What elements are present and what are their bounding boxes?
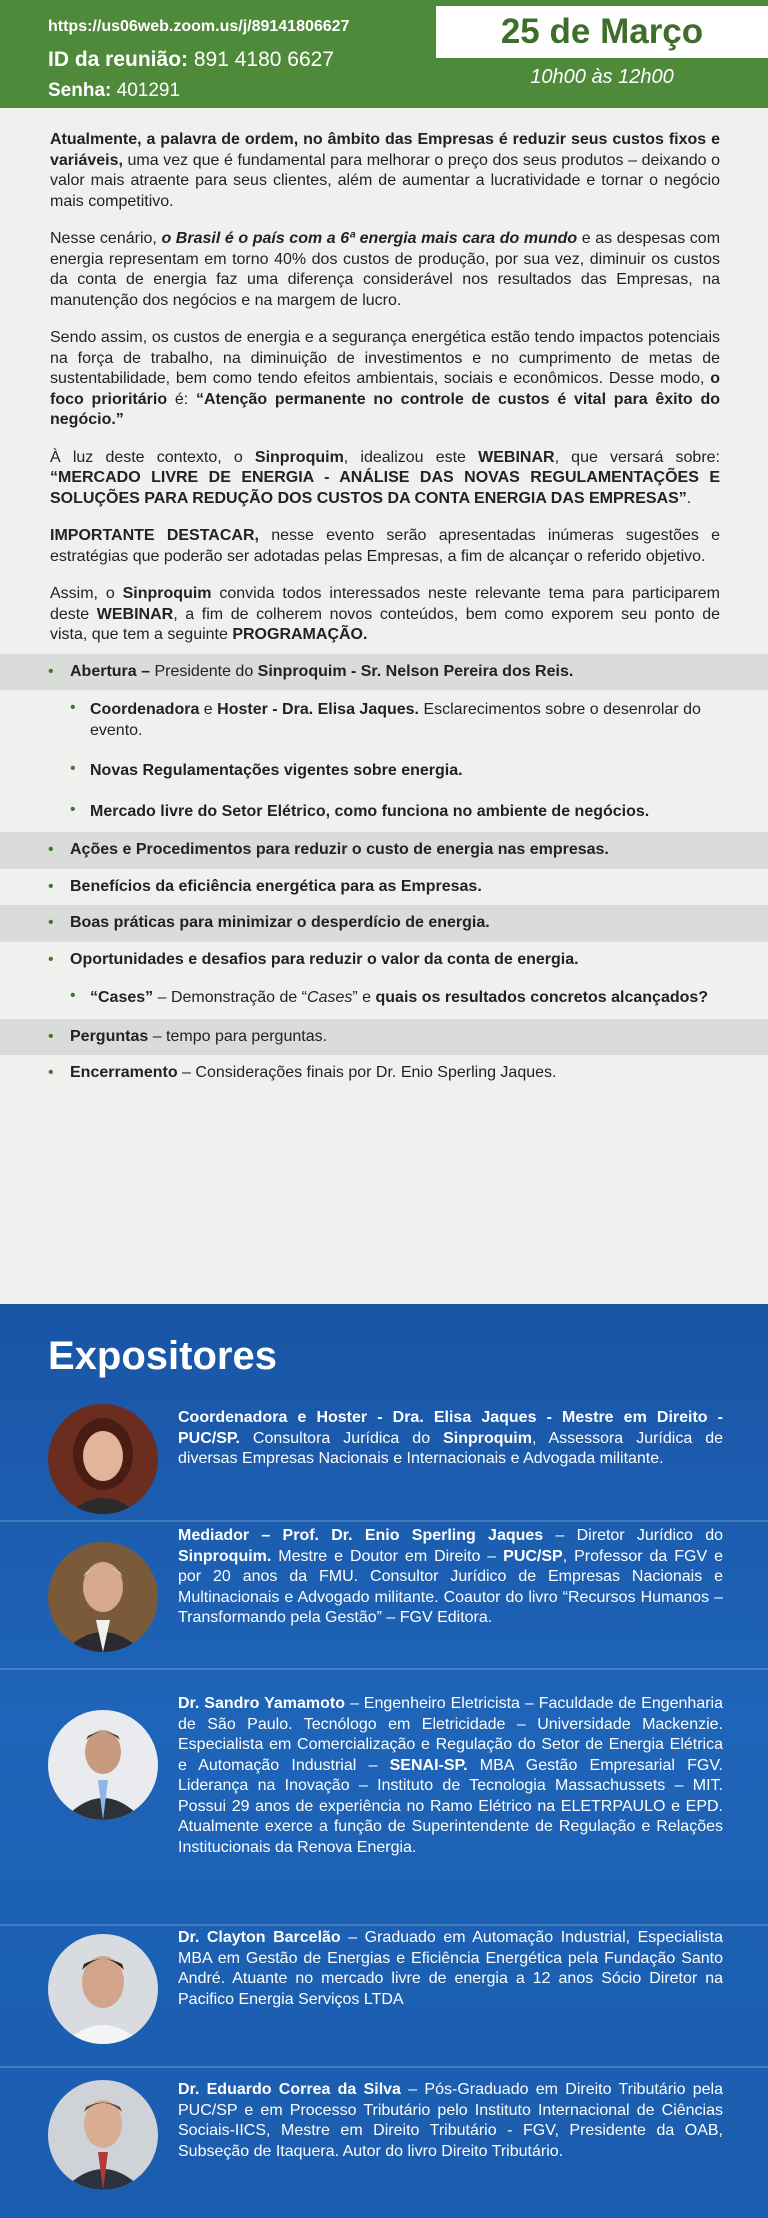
program-item-text: ” e — [352, 989, 376, 1006]
speaker-bio-elisa — [178, 1408, 723, 1470]
program-item-perguntas — [0, 1019, 768, 1056]
program-item-text: Esclarecimentos sobre o desenrolar do evento. — [90, 701, 701, 739]
program-item-abertura — [0, 654, 768, 691]
program-item-label: Mercado livre do Setor Elétrico, como funciona no ambiente de negócios. — [90, 802, 650, 820]
intro-paragraph-5 — [50, 526, 720, 567]
intro-p3-bold2: “Atenção permanente no controle de custos é vital para êxito do negócio.” — [50, 390, 721, 428]
intro-p4-b: , idealizou este — [343, 448, 479, 466]
intro-p5-bold: IMPORTANTE DESTACAR, — [50, 527, 259, 544]
bullet-icon: • — [48, 841, 54, 858]
speaker-text: – Graduado em Automação Industrial, Especialista MBA em Gestão de Energias e Eficiência Energética pela Fundação Santo André. Atuante no mercado livre de energia a 12 anos Sócio Diretor na Pacifico Energia Serviços LTDA — [178, 1929, 723, 2008]
event-header — [0, 0, 768, 108]
event-time: 10h00 às 12h00 — [530, 66, 674, 88]
intro-p6-b: convida todos interessados neste relevante tema para participarem deste — [50, 585, 720, 623]
intro-p6-bold2: WEBINAR — [96, 605, 174, 623]
speaker-text: – Diretor Jurídico do — [543, 1527, 723, 1544]
intro-p4-a: À luz deste contexto, o — [50, 448, 255, 466]
intro-p5-text: nesse evento serão apresentadas inúmeras sugestões e estratégias que poderão ser adotadas pelas Empresas, a fim de alcançar o referido objetivo. — [50, 527, 720, 565]
intro-p2-text: e as despesas com energia representam em torno 40% dos custos de produção, por sua vez, diminuir os custos da conta de energia faz uma diferença considerável nos resultados das Empresas, na manutenção dos negócios e na margem de lucro. — [50, 230, 721, 309]
speaker-text: , Professor da FGV e por 20 anos da FMU. Consultor Jurídico de Empresas Nacionais e Multinacionais e Advogado militante. Coautor do livro “Recursos Humanos – Transformando pela Gestão” – FGV Editora. — [178, 1547, 724, 1626]
program-item-label: Encerramento — [70, 1064, 178, 1081]
speaker-bold: SENAI-SP. — [389, 1756, 468, 1774]
speaker-bio-enio — [178, 1526, 723, 1629]
speaker-photo-sandro — [48, 1710, 158, 1820]
speaker-photo-clayton — [48, 1934, 158, 2044]
speaker-text: – Pós-Graduado em Direito Tributário pela PUC/SP e em Processo Tributário pelo Instituto Internacional de Ciências Sociais-IICS, Mestre em Direito Tributário - FGV, Presidente da OAB, Subseção de Itaquera. Autor do livro Direito Tributário. — [178, 2081, 724, 2160]
password-value: 401291 — [116, 80, 181, 101]
speakers-title: Expositores — [48, 1334, 277, 1378]
bullet-icon: • — [70, 800, 76, 818]
intro-paragraph-1 — [50, 130, 720, 212]
program-item-bold: Sinproquim - Sr. Nelson Pereira dos Reis. — [257, 662, 574, 680]
speaker-text: Consultora Jurídica do — [239, 1429, 444, 1447]
program-item-label: Oportunidades e desafios para reduzir o valor da conta de energia. — [70, 950, 579, 968]
speaker-divider — [0, 1668, 768, 1670]
intro-paragraph-4 — [50, 448, 720, 510]
intro-p4-d: . — [686, 489, 692, 507]
program-list — [0, 654, 768, 1092]
intro-p6-c: , a fim de colherem novos conteúdos, bem como exporem seu ponto de vista, que tem a seguinte — [50, 605, 720, 643]
speaker-text: MBA Gestão Empresarial FGV. Liderança na Inovação – Instituto de Tecnologia Massachussets – MIT. Possui 29 anos de experiência no Ramo Elétrico na ELETRPAULO e EPD. Atualmente exerce a função de Superintendente de Regulação e Relações Institucionais da Renova Energia. — [178, 1756, 723, 1856]
program-subitem-cases — [0, 978, 768, 1019]
password-label: Senha: — [48, 80, 112, 101]
program-item-boas-praticas — [0, 905, 768, 942]
password-line — [48, 80, 180, 102]
intro-p2-bold: o Brasil é o país com a 6ª energia mais cara do mundo — [161, 230, 578, 247]
bullet-icon: • — [48, 877, 54, 895]
speaker-photo-elisa — [48, 1404, 158, 1514]
bullet-icon: • — [48, 1064, 54, 1081]
intro-p4-bold3: “MERCADO LIVRE DE ENERGIA - ANÁLISE DAS NOVAS REGULAMENTAÇÕES E SOLUÇÕES PARA REDUÇÃO DOS CUSTOS DA CONTA ENERGIA DAS EMPRESAS” — [50, 469, 720, 507]
speaker-bio-sandro — [178, 1694, 723, 1858]
intro-p1-bold: Atualmente, a palavra de ordem, no âmbito das Empresas é reduzir seus custos fixos e variáveis, — [50, 131, 720, 169]
speaker-name: Dr. Eduardo Correa da Silva — [178, 2081, 401, 2098]
speaker-name: Dr. Clayton Barcelão — [178, 1929, 341, 1946]
program-item-label: Abertura – — [70, 662, 151, 680]
program-item-italic: Cases — [307, 989, 353, 1006]
program-item-bold: Hoster - Dra. Elisa Jaques. — [217, 701, 419, 718]
speaker-name: Mediador – Prof. Dr. Enio Sperling Jaques — [178, 1527, 544, 1544]
meeting-id-label: ID da reunião: — [48, 48, 189, 71]
program-item-label: Coordenadora — [90, 701, 200, 718]
bullet-icon: • — [48, 950, 54, 968]
program-item-text: – tempo para perguntas. — [148, 1027, 328, 1045]
intro-p6-bold1: Sinproquim — [122, 585, 212, 602]
bullet-icon: • — [70, 699, 76, 716]
speaker-divider — [0, 1924, 768, 1926]
speaker-bio-clayton — [178, 1928, 723, 2010]
speaker-text: , Assessora Jurídica de diversas Empresas Nacionais e Internacionais e Advogada militante. — [178, 1429, 723, 1467]
program-item-label: Perguntas — [70, 1027, 149, 1045]
intro-p6-a: Assim, o — [50, 585, 123, 602]
program-item-text: – Demonstração de “ — [153, 989, 308, 1006]
intro-p6-bold3: PROGRAMAÇÃO. — [232, 626, 368, 643]
intro-p2-a: Nesse cenário, — [50, 230, 162, 247]
bullet-icon: • — [48, 914, 54, 931]
program-item-text: e — [199, 701, 218, 718]
speaker-name: Coordenadora e Hoster - Dra. Elisa Jaques - Mestre em Direito - PUC/SP. — [178, 1409, 723, 1447]
speaker-photo-eduardo — [48, 2080, 158, 2190]
intro-p3-bold1: o foco prioritário — [50, 370, 720, 408]
speaker-text: – Engenheiro Eletricista – Faculdade de Engenharia de São Paulo. Tecnólogo em Eletricidade – Universidade Mackenzie. Especialista em Comercialização e Regulação do Setor de Energia Elétrica e Automação Industrial – — [178, 1695, 724, 1774]
speaker-bio-eduardo — [178, 2080, 723, 2162]
speaker-text: Mestre e Doutor em Direito – — [271, 1547, 504, 1565]
program-item-beneficios — [0, 869, 768, 906]
speaker-bold: PUC/SP — [503, 1547, 563, 1565]
program-item-acoes — [0, 832, 768, 869]
speakers-section — [0, 1304, 768, 2218]
meeting-id: 891 4180 6627 — [193, 48, 335, 71]
intro-p3-a: Sendo assim, os custos de energia e a segurança energética estão tendo impactos potenciais na força de trabalho, na diminuição de investimentos e no cumprimento de metas de sustentabilidade, bem como tendo efeitos ambientais, sociais e econômicos. Desse modo, — [50, 329, 720, 387]
program-item-label: Boas práticas para minimizar o desperdício de energia. — [70, 914, 490, 931]
program-item-label: “Cases” — [90, 989, 154, 1006]
bullet-icon: • — [70, 987, 76, 1004]
program-subitem-coordenadora — [0, 690, 768, 751]
intro-p3-b: é: — [167, 390, 196, 408]
intro-section — [0, 108, 768, 646]
program-item-text: – Considerações finais por Dr. Enio Sperling Jaques. — [177, 1064, 557, 1081]
speaker-bold: Sinproquim — [443, 1429, 532, 1447]
meeting-id-line — [48, 48, 334, 72]
program-subitem-regulamentacoes — [0, 751, 768, 792]
intro-paragraph-6 — [50, 584, 720, 646]
event-date: 25 de Março — [436, 6, 768, 58]
intro-p4-c: , que versará sobre: — [554, 448, 721, 466]
speaker-divider — [0, 2066, 768, 2068]
intro-p4-bold1: Sinproquim — [254, 448, 344, 466]
bullet-icon: • — [70, 760, 76, 777]
program-subitem-mercado-livre — [0, 792, 768, 833]
speaker-name: Dr. Sandro Yamamoto — [178, 1695, 345, 1712]
program-item-encerramento — [0, 1055, 768, 1092]
intro-paragraph-2 — [50, 229, 720, 311]
program-item-label: Ações e Procedimentos para reduzir o custo de energia nas empresas. — [70, 841, 609, 858]
speaker-photo-enio — [48, 1542, 158, 1652]
zoom-url[interactable]: https://us06web.zoom.us/j/89141806627 — [48, 18, 350, 35]
intro-p1-text: uma vez que é fundamental para melhorar o preço dos seus produtos – deixando o valor mais atraente para seus clientes, além de aumentar a lucratividade e tornar o negócio mais competitivo. — [50, 151, 720, 210]
speaker-divider — [0, 1520, 768, 1522]
speaker-bold: Sinproquim. — [178, 1547, 272, 1565]
bullet-icon: • — [48, 662, 54, 680]
intro-p4-bold2: WEBINAR — [478, 448, 555, 466]
bullet-icon: • — [48, 1027, 54, 1045]
intro-paragraph-3 — [50, 328, 720, 431]
program-item-oportunidades — [0, 942, 768, 979]
program-item-label: Novas Regulamentações vigentes sobre energia. — [90, 762, 463, 779]
program-item-text: Presidente do — [150, 662, 258, 680]
program-item-bold: quais os resultados concretos alcançados? — [375, 989, 709, 1006]
program-item-label: Benefícios da eficiência energética para as Empresas. — [70, 877, 482, 895]
